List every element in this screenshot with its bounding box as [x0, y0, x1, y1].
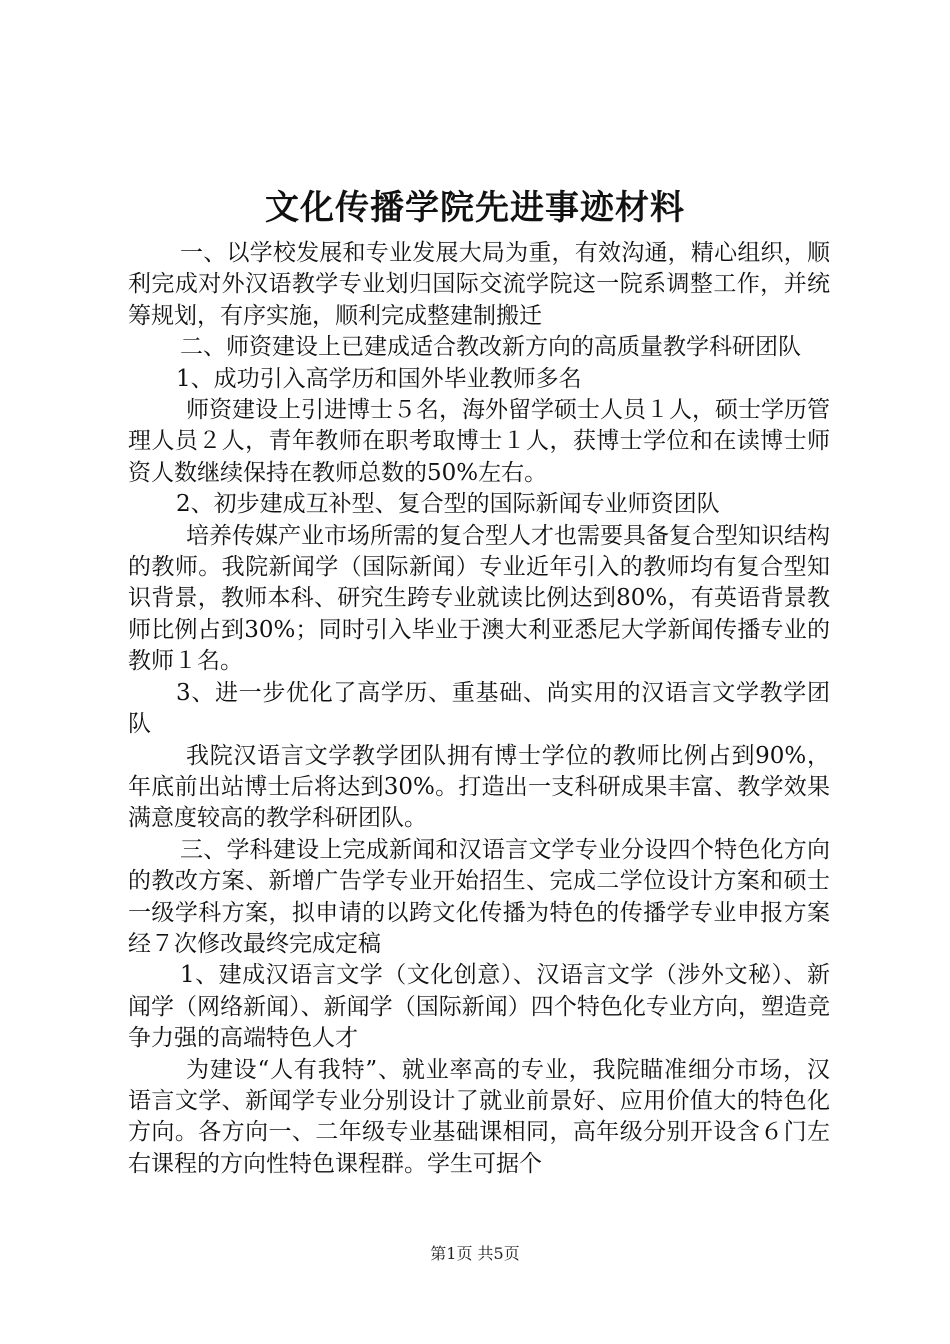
paragraph-item-3-1: 1、建成汉语言文学（文化创意）、汉语言文学（涉外文秘）、新闻学（网络新闻）、新闻学（国际新闻）四个特色化专业方向，塑造竞争力强的高端特色人才	[128, 962, 830, 1052]
paragraph-section-1: 一、以学校发展和专业发展大局为重，有效沟通，精心组织，顺利完成对外汉语教学专业划归国际交流学院这一院系调整工作，并统筹规划，有序实施，顺利完成整建制搬迁	[128, 240, 830, 329]
page-footer: 第1页 共5页	[430, 1244, 520, 1263]
paragraph-item-2-2: 2、初步建成互补型、复合型的国际新闻专业师资团队	[176, 491, 720, 518]
paragraph-section-3: 三、学科建设上完成新闻和汉语言文学专业分设四个特色化方向的教改方案、新增广告学专业开始招生、完成二学位设计方案和硕士一级学科方案，拟申请的以跨文化传播为特色的传播学专业申报方案经７次修改最终完成定稿	[128, 836, 830, 957]
paragraph-item-2-1-detail: 师资建设上引进博士５名，海外留学硕士人员１人，硕士学历管理人员２人，青年教师在职考取博士１人，获博士学位和在读博士师资人数继续保持在教师总数的50%左右。	[128, 397, 830, 486]
document-body	[128, 238, 830, 1180]
paragraph-item-2-3-detail: 我院汉语言文学教学团队拥有博士学位的教师比例占到90%，年底前出站博士后将达到30%。打造出一支科研成果丰富、教学效果满意度较高的教学科研团队。	[128, 742, 830, 832]
paragraph-item-2-3: 3、进一步优化了高学历、重基础、尚实用的汉语言文学教学团队	[128, 679, 830, 738]
paragraph-item-2-2-detail: 培养传媒产业市场所需的复合型人才也需要具备复合型知识结构的教师。我院新闻学（国际新闻）专业近年引入的教师均有复合型知识背景，教师本科、研究生跨专业就读比例达到80%，有英语背景教师比例占到30%；同时引入毕业于澳大利亚悉尼大学新闻传播专业的教师１名。	[128, 522, 830, 675]
paragraph-item-2-1: 1、成功引入高学历和国外毕业教师多名	[176, 365, 582, 392]
document-title: 文化传播学院先进事迹材料	[265, 188, 685, 228]
paragraph-item-3-1-detail: 为建设“人有我特”、就业率高的专业，我院瞄准细分市场，汉语言文学、新闻学专业分别设计了就业前景好、应用价值大的特色化方向。各方向一、二年级专业基础课相同，高年级分别开设含６门左右课程的方向性特色课程群。学生可据个	[128, 1056, 830, 1177]
paragraph-section-2-heading: 二、师资建设上已建成适合教改新方向的高质量教学科研团队	[180, 334, 801, 361]
